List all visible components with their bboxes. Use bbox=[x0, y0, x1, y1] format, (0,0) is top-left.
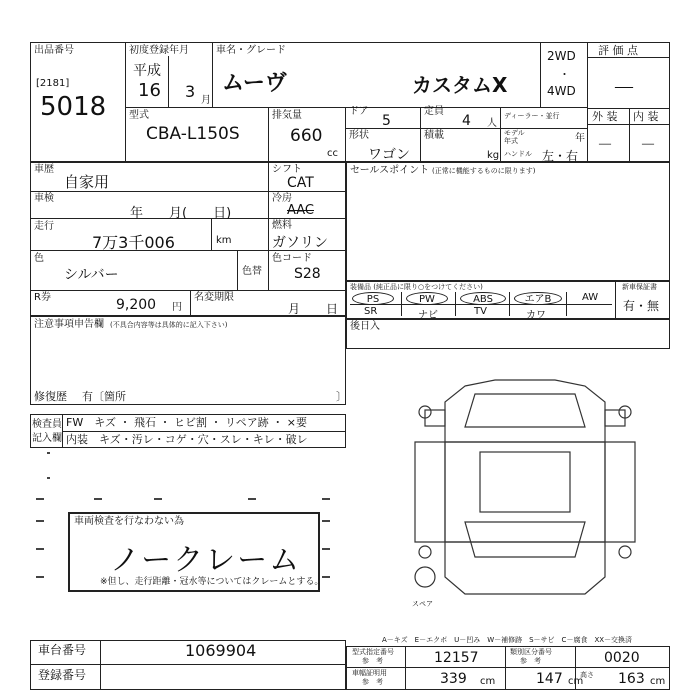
equip-leather: カワ bbox=[526, 310, 546, 321]
repair-label: 修復歴 bbox=[34, 390, 67, 403]
car-right-side bbox=[605, 442, 635, 542]
divider bbox=[125, 42, 126, 162]
divider bbox=[211, 218, 212, 250]
divider bbox=[168, 56, 169, 107]
divider bbox=[587, 42, 588, 162]
tax-month: 月 bbox=[288, 302, 301, 316]
width-label: 車幅証明用 bbox=[352, 669, 387, 677]
equip-aw: AW bbox=[582, 292, 599, 303]
mileage: 7万3千006 bbox=[92, 233, 175, 252]
car-top-left-mirror bbox=[425, 410, 445, 426]
dash-mark bbox=[322, 520, 330, 522]
inspection: 年 月( 日) bbox=[130, 206, 232, 221]
car-roof bbox=[480, 452, 570, 512]
height-label: 高さ bbox=[580, 671, 594, 679]
sales-point-label: セールスポイント bbox=[350, 165, 430, 176]
year: 16 bbox=[138, 80, 161, 101]
sales-point-frame bbox=[346, 162, 670, 281]
no-claim-note: ※但し、走行距離・冠水等についてはクレームとする。 bbox=[100, 577, 324, 587]
model-year-label: モデル 年式 bbox=[504, 129, 525, 145]
kg-unit: kg bbox=[487, 150, 500, 161]
new-warranty: 有・無 bbox=[623, 299, 660, 313]
notes-label: 注意事項申告欄 bbox=[34, 319, 104, 330]
type-no: 12157 bbox=[434, 650, 479, 666]
dash-mark bbox=[36, 548, 44, 550]
color-code: S28 bbox=[294, 266, 321, 282]
handle-label: ハンドル bbox=[504, 150, 532, 158]
grade: カスタムX bbox=[412, 73, 508, 97]
cooling: AAC bbox=[287, 203, 314, 218]
new-warranty-label: 新車保証書 bbox=[622, 283, 657, 291]
divider bbox=[455, 292, 456, 316]
divider bbox=[30, 664, 346, 665]
divider bbox=[345, 107, 346, 162]
dealer-label: ディーラー・並行 bbox=[504, 112, 560, 120]
reg-label: 登録番号 bbox=[38, 668, 87, 682]
width-sub: 参 考 bbox=[362, 678, 383, 686]
divider bbox=[500, 107, 501, 162]
height-value: 163 bbox=[618, 671, 645, 687]
equipment-label bbox=[350, 283, 483, 291]
color-change-label: 色替 bbox=[242, 266, 262, 277]
divider bbox=[540, 42, 541, 107]
divider bbox=[212, 42, 213, 107]
divider bbox=[509, 292, 510, 316]
spare-tire bbox=[415, 567, 435, 587]
chassis-number: 1069904 bbox=[185, 641, 257, 660]
score: － bbox=[612, 74, 636, 102]
inspector-label-1: 検査員 bbox=[32, 419, 62, 430]
divider bbox=[420, 107, 421, 162]
recycle-label: R券 bbox=[34, 292, 51, 303]
doors-label: ドア bbox=[349, 106, 369, 117]
divider bbox=[629, 108, 630, 162]
inspector-row-1: FW キズ ・ 飛石 ・ ヒビ割 ・ リペア跡 ・ ×要 bbox=[66, 416, 307, 429]
divider bbox=[30, 290, 346, 291]
no-claim-main: ノークレーム bbox=[110, 543, 302, 578]
capacity-label: 定員 bbox=[424, 106, 444, 117]
equipment-title: 装備品 bbox=[350, 283, 371, 291]
model-label: 型式 bbox=[129, 110, 149, 121]
shift: CAT bbox=[287, 175, 314, 191]
divider bbox=[62, 431, 346, 432]
equip-sr: SR bbox=[364, 306, 378, 317]
car-left-side bbox=[415, 442, 445, 542]
interior-label: 内 装 bbox=[633, 110, 659, 123]
tax-day: 日 bbox=[326, 302, 339, 316]
km-unit: km bbox=[216, 235, 232, 246]
interior-score: － bbox=[640, 135, 657, 154]
mileage-label: 走行 bbox=[34, 221, 54, 232]
dash-mark bbox=[322, 498, 330, 500]
dash-mark bbox=[47, 452, 50, 454]
car-rear-window bbox=[465, 522, 585, 557]
class-no-label: 類別区分番号 bbox=[510, 648, 552, 656]
era: 平成 bbox=[133, 63, 161, 79]
inspector-label-2: 記入欄 bbox=[32, 433, 62, 444]
car-name: ムーヴ bbox=[222, 71, 287, 96]
chassis-label: 車台番号 bbox=[38, 643, 87, 657]
lot-label: 出品番号 bbox=[34, 45, 74, 56]
car-diagram bbox=[405, 372, 645, 612]
spare-label: スペア bbox=[412, 600, 433, 608]
shape-label: 形状 bbox=[349, 130, 369, 141]
first-reg-label: 初度登録年月 bbox=[129, 45, 189, 56]
history: 自家用 bbox=[64, 173, 110, 191]
drive-4wd: 4WD bbox=[547, 84, 576, 98]
divider bbox=[100, 640, 101, 690]
shift-label: シフト bbox=[272, 164, 302, 175]
drive-dot: ・ bbox=[559, 68, 570, 81]
notes-sub: (不具合内容等は具体的に記入下さい) bbox=[110, 321, 228, 329]
divider bbox=[346, 667, 670, 668]
car-name-label: 車名・グレード bbox=[216, 45, 286, 56]
history-label: 車歴 bbox=[34, 164, 54, 175]
divider bbox=[350, 304, 612, 305]
capacity: 4 bbox=[462, 113, 471, 129]
handle: 左・右 bbox=[542, 149, 579, 163]
person-unit: 人 bbox=[487, 118, 497, 129]
equip-ps: PS bbox=[352, 292, 394, 305]
equip-tv: TV bbox=[474, 306, 487, 317]
exterior-label: 外 装 bbox=[592, 110, 618, 123]
type-no-label: 型式指定番号 bbox=[352, 648, 394, 656]
width-cm: cm bbox=[480, 676, 496, 687]
equipment-sub: (純正品に限り○をつけてください) bbox=[373, 283, 483, 291]
dash-mark bbox=[322, 548, 330, 550]
car-wheel bbox=[419, 546, 431, 558]
repair-value: 有〔箇所 bbox=[82, 390, 126, 403]
fuel-label: 燃料 bbox=[272, 220, 292, 231]
car-top-right-mirror bbox=[605, 410, 625, 426]
dash-mark bbox=[47, 477, 50, 479]
car-wheel bbox=[619, 546, 631, 558]
dash-mark bbox=[248, 498, 256, 500]
width2-value: 147 bbox=[536, 671, 563, 687]
width2-cm: cm bbox=[568, 676, 584, 687]
color: シルバー bbox=[64, 267, 119, 283]
displacement-label: 排気量 bbox=[272, 110, 302, 121]
class-no-sub: 参 考 bbox=[520, 657, 541, 665]
model: CBA-L150S bbox=[146, 124, 240, 144]
class-no: 0020 bbox=[604, 650, 640, 666]
car-rear-outline bbox=[445, 542, 605, 594]
no-claim-title: 車両検査を行なわない為 bbox=[74, 516, 184, 527]
shape: ワゴン bbox=[368, 147, 410, 163]
dash-mark bbox=[154, 498, 162, 500]
divider bbox=[237, 250, 238, 290]
height-cm: cm bbox=[650, 676, 666, 687]
color-code-label: 色コード bbox=[272, 253, 312, 264]
divider bbox=[190, 290, 191, 316]
car-top-outline bbox=[445, 380, 605, 442]
fuel: ガソリン bbox=[272, 235, 328, 251]
repair-close: 〕 bbox=[336, 390, 347, 403]
equip-pw: PW bbox=[406, 292, 448, 305]
cc-unit: cc bbox=[327, 148, 338, 159]
dash-mark bbox=[36, 498, 44, 500]
car-top-windshield bbox=[465, 394, 585, 427]
year-unit: 年 bbox=[575, 133, 585, 144]
score-label: 評 価 点 bbox=[598, 44, 638, 57]
color-label: 色 bbox=[34, 253, 44, 264]
dash-mark bbox=[94, 498, 102, 500]
yen-unit: 円 bbox=[172, 302, 182, 313]
equip-airbag: エアB bbox=[514, 292, 562, 305]
divider bbox=[268, 107, 269, 162]
after-input-frame bbox=[346, 319, 670, 349]
sales-point-sub: (正常に機能するものに限ります) bbox=[432, 167, 536, 175]
divider bbox=[615, 281, 616, 319]
dash-mark bbox=[36, 576, 44, 578]
month: 3 bbox=[185, 82, 196, 101]
lot-number: 5018 bbox=[40, 92, 107, 122]
dash-mark bbox=[36, 520, 44, 522]
drive-2wd: 2WD bbox=[547, 49, 576, 63]
doors: 5 bbox=[382, 113, 391, 129]
load-label: 積載 bbox=[424, 130, 444, 141]
divider bbox=[401, 292, 402, 316]
type-no-sub: 参 考 bbox=[362, 657, 383, 665]
divider bbox=[505, 646, 506, 690]
lot-sub: [2181] bbox=[36, 78, 70, 89]
displacement: 660 bbox=[290, 126, 323, 146]
divider bbox=[268, 162, 269, 290]
divider bbox=[587, 57, 670, 58]
recycle: 9,200 bbox=[116, 297, 157, 313]
inspection-label: 車検 bbox=[34, 193, 54, 204]
equip-navi: ナビ bbox=[418, 310, 438, 321]
equip-abs: ABS bbox=[460, 292, 506, 305]
car-body-center bbox=[445, 442, 605, 542]
divider bbox=[566, 292, 567, 316]
tax-label: 名変期限 bbox=[194, 292, 234, 303]
inspector-row-2: 内装 キズ・汚レ・コゲ・穴・スレ・キレ・破レ bbox=[66, 433, 308, 446]
divider bbox=[405, 646, 406, 690]
cooling-label: 冷房 bbox=[272, 193, 292, 204]
width-value: 339 bbox=[440, 671, 467, 687]
exterior-score: － bbox=[597, 135, 614, 154]
month-unit: 月 bbox=[201, 95, 211, 106]
after-input-label: 後日入 bbox=[350, 321, 380, 332]
damage-legend: A－キズ E－エクボ U－凹み W－補修跡 S－サビ C－腐食 XX－交換済 bbox=[382, 636, 633, 644]
